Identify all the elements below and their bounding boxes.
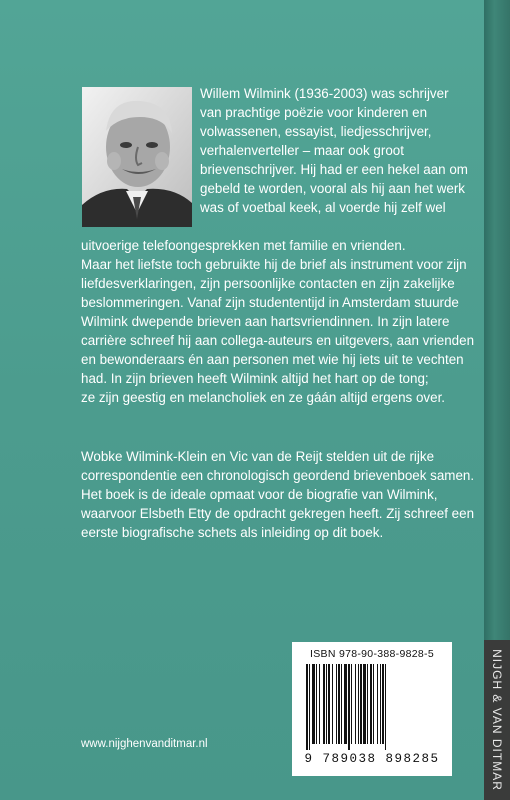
text-line: verhalenverteller – maar ook groot: [200, 143, 404, 158]
barcode-bar: [385, 664, 386, 750]
text-line: Het boek is de ideale opmaat voor de biografie van Wilmink,: [81, 487, 438, 502]
barcode-bar: [309, 664, 310, 750]
barcode-bar: [316, 664, 317, 744]
barcode-bar: [338, 664, 340, 744]
barcode-bar: [370, 664, 372, 744]
text-line: Wobke Wilmink-Klein en Vic van de Reijt stelden uit de rijke: [81, 449, 435, 464]
text-line: was of voetbal keek, al voerde hij zelf wel: [200, 200, 446, 215]
barcode-bar: [382, 664, 384, 744]
editors-paragraph: [81, 447, 474, 542]
barcode-bar: [367, 664, 368, 744]
barcode-bar: [363, 664, 366, 744]
barcode-bar: [328, 664, 330, 744]
author-intro-text: [200, 84, 468, 217]
isbn-label: ISBN 978-90-388-9828-5: [310, 648, 434, 660]
text-line: volwassenen, essayist, liedjesschrijver,: [200, 124, 432, 139]
author-portrait-photo: [82, 87, 192, 227]
barcode-bar: [306, 664, 308, 750]
barcode-bar: [377, 664, 378, 744]
description-paragraph: [81, 236, 474, 407]
barcode-bar: [373, 664, 374, 744]
barcode-bar: [341, 664, 342, 744]
barcode-bar: [344, 664, 347, 744]
barcode-number: 9 789038 898285: [304, 752, 440, 766]
text-line: carrière schreef hij aan collega-auteurs en uitgevers, aan vrienden: [81, 333, 475, 348]
barcode-bar: [380, 664, 381, 744]
text-line: Willem Wilmink (1936-2003) was schrijver: [200, 86, 449, 101]
text-line: van prachtige poëzie voor kinderen en: [200, 105, 428, 120]
text-line: Wilmink dwepende brieven aan hartsvriendinnen. In zijn latere: [81, 314, 450, 329]
barcode-bar: [323, 664, 325, 744]
text-line: en bewonderaars én aan personen met wie hij iets uit te vechten: [81, 352, 464, 367]
barcode-bar: [360, 664, 362, 744]
text-line: liefdesverklaringen, zijn persoonlijke contacten en zijn zakelijke: [81, 276, 455, 291]
barcode-bar: [319, 664, 320, 744]
barcode-bar: [336, 664, 337, 744]
barcode-bar: [351, 664, 352, 744]
barcode-bar: [355, 664, 356, 744]
text-line: correspondentie een chronologisch geordend brievenboek samen.: [81, 468, 475, 483]
text-line: gebeld te worden, vooral als hij aan het werk: [200, 181, 465, 196]
text-line: waarvoor Elsbeth Etty de opdracht gekregen heeft. Zij schreef een: [81, 506, 475, 521]
barcode-bar: [358, 664, 359, 744]
text-line: ze zijn geestig en melancholiek en ze gáán altijd ergens over.: [81, 390, 446, 405]
barcode-bar: [326, 664, 327, 744]
barcode-bar: [312, 664, 315, 744]
text-line: beslommeringen. Vanaf zijn studententijd in Amsterdam stuurde: [81, 295, 459, 310]
text-line: had. In zijn brieven heeft Wilmink altijd het hart op de tong;: [81, 371, 429, 386]
text-line: Maar het liefste toch gebruikte hij de brief als instrument voor zijn: [81, 257, 467, 272]
isbn-barcode: [292, 642, 452, 776]
publisher-website: www.nijghenvanditmar.nl: [81, 738, 208, 750]
text-line: brievenschrijver. Hij had er een hekel aan om: [200, 162, 468, 177]
barcode-bar: [332, 664, 333, 744]
barcode-bars: [292, 662, 452, 752]
text-line: eerste biografische schets als inleiding op dit boek.: [81, 525, 384, 540]
text-line: uitvoerige telefoongesprekken met familie en vrienden.: [81, 238, 406, 253]
spine-publisher-name: NIJGH & VAN DITMAR: [490, 649, 504, 791]
barcode-bar: [348, 664, 350, 750]
